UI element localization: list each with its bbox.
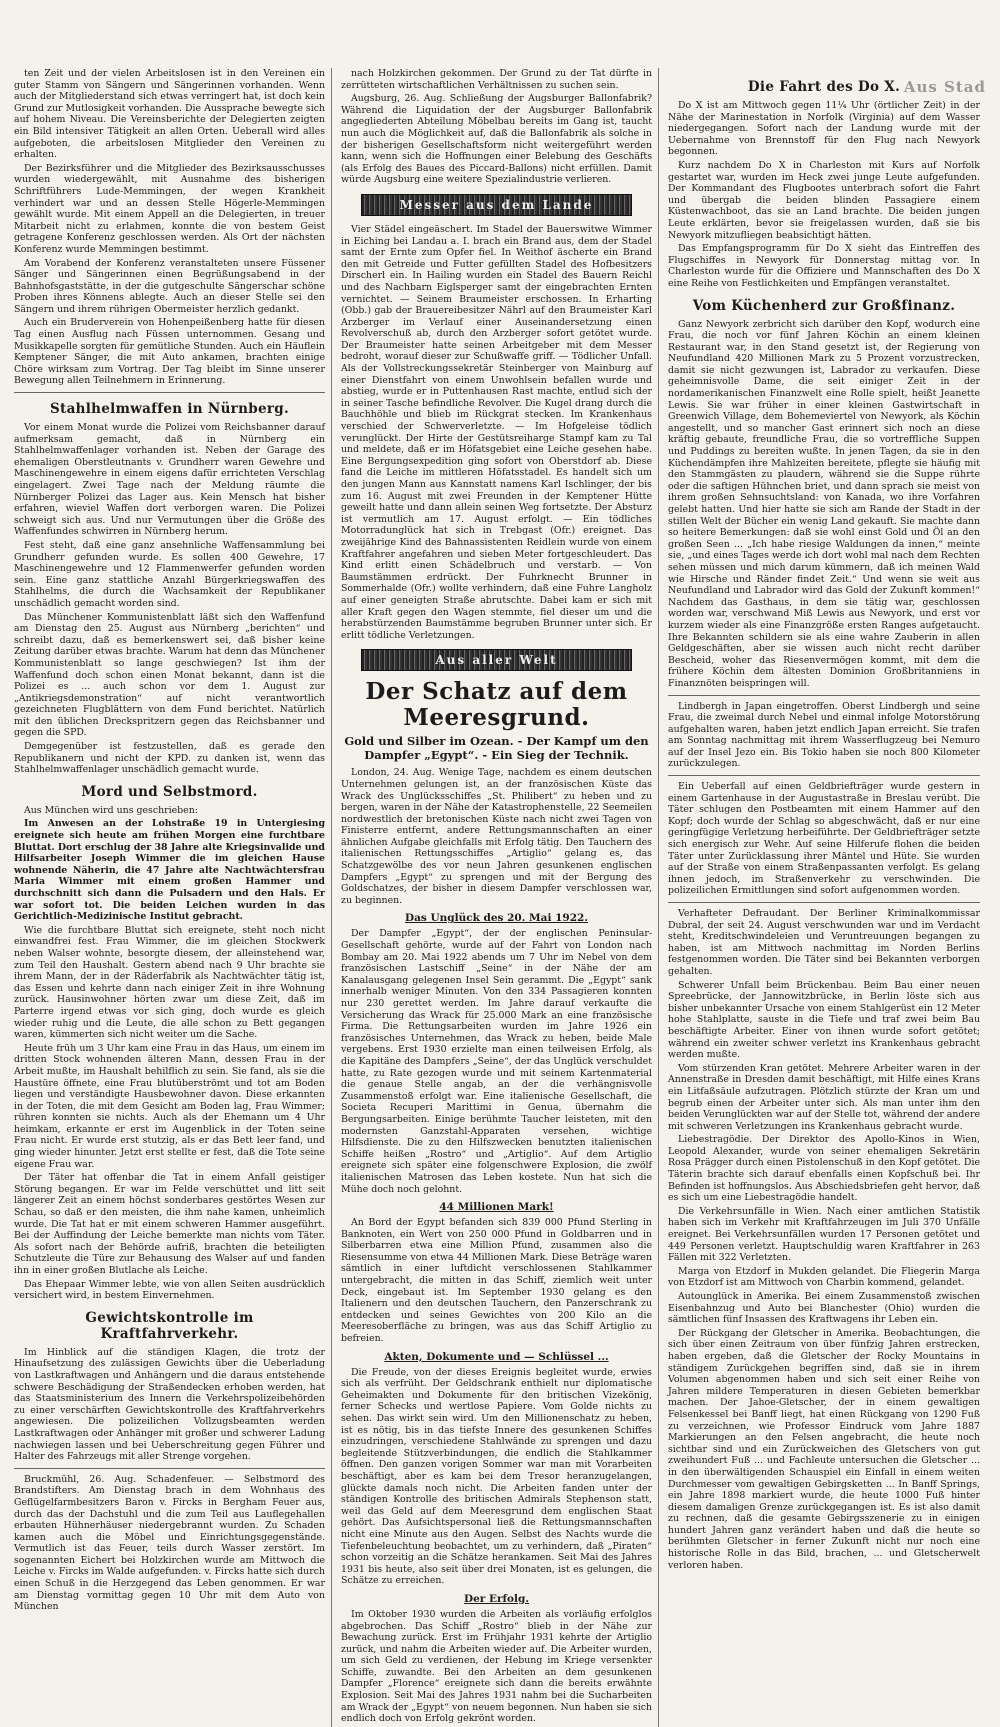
headline-mord: Mord und Selbstmord. [81, 783, 258, 800]
paragraph: London, 24. Aug. Wenige Tage, nachdem es einem deutschen Unternehmen gelungen ist, an der französischen Küste das Wrack des Unglücksschiffes „St. Philibert“ zu heben und zu bergen, waren in der Nähe der Katastrophenstelle, 22 Seemeilen nordwestlich der bretonischen Küste nach nicht zwei Tagen von Finisterre entfernt, andere Rettungsmannschaften an einer ähnlichen Aufgabe gleichfalls mit Erfolg tätig. Den Tauchern des italienischen Rettungsschiffes „Artiglio“ gelang es, das Schatzgewölbe des vor neun Jahren gesunkenen englischen Dampfers „Egypt“ zu sprengen und mit der Bergung des Goldschatzes, der bisher in diesem Dampfer verschlossen war, zu beginnen. [341, 767, 652, 906]
paragraph: Der Rückgang der Gletscher in Amerika. Beobachtungen, die sich über einen Zeitraum von über fünfzig Jahren erstrecken, haben ergeben, daß die Gletscher der Rocky Mountains in ständigem Zurückgehen begriffen sind, daß sie in ihrem Volumen abgenommen haben und sich seit einer Reihe von Jahren mildere Temperaturen in diesen Gebieten bemerkbar machen. Der Jahoe-Gletscher, der in einem gewaltigen Felsenkessel bei Banff liegt, hat einen Rückgang von 1290 Fuß zu verzeichnen, wie Professor Eindruck vom Jahre 1887 Markierungen an den Felsen angebracht, die heute noch sichtbar sind und ein Zurückweichen des Gletschers von gut zweihundert Fuß ... und Fachleute untersuchen die Gletscher ... in den überwältigenden Schauspiel ein Einfall in einem weiten Durchmesser vom gewaltigen Gebirgsketten ... In Banff Springs, ein Jahre 1898 markiert wurde, die heute 1000 Fuß hinter diesem damaligen Grenze zurückgegangen ist. Es ist also damit zu rechnen, daß die gesamte Gebirgsszenerie zu in einigen hundert Jahren ganz verändert haben und daß die heute so berühmten Gletscher in ferner Zukunft nicht nur noch eine historische Rolle in das Bild, brachen, ... und Gletscherwelt verloren haben. [668, 1327, 980, 1571]
column-grid [14, 68, 986, 1725]
paragraph: nach Holzkirchen gekommen. Der Grund zu der Tat dürfte in zerrütteten wirtschaftlichen Verhältnissen zu suchen sein. [341, 68, 652, 91]
paragraph: Das Empfangsprogramm für Do X sieht das Eintreffen des Flugschiffes in Newyork für Donnerstag mittag vor. In Charleston wurde für die Offiziere und Mannschaften des Do X eine Reihe von Festlichkeiten und Empfängen veranstaltet. [668, 243, 980, 289]
paragraph: Der Täter hat offenbar die Tat in einem Anfall geistiger Störung begangen. Er war im Felde verschüttet und litt seit längerer Zeit an einem höchst sonderbares gestörtes Wesen zur Schau, so daß er den meisten, die ihm nahe kamen, unheimlich wurde. Die Tat hat er mit einem schweren Hammer ausgeführt. Bei der Auffindung der Leiche bemerkte man nichts vom Täter. Als sofort nach der Behörde aufriß, brachten die beteiligten Schutzleute die Türe zur Behausung des Walser auf und fanden ihn in einer großen Blutlache als Leiche. [14, 1172, 325, 1276]
section-banner-aus-aller-welt: Aus aller Welt [361, 649, 632, 671]
paragraph: Marga von Etzdorf in Mukden gelandet. Die Fliegerin Marga von Etzdorf ist am Mittwoch von Charbin kommend, gelandet. [668, 1265, 980, 1289]
headline-gewichtskontrolle: Gewichtskontrolle im Kraftfahrverkehr. [85, 1309, 254, 1342]
corner-fragment-text: Aus Stad [903, 78, 986, 96]
subhead-erfolg: Der Erfolg. [463, 1592, 529, 1605]
paragraph: Der Bezirksführer und die Mitglieder des Bezirksausschusses wurden wiedergewählt, mit Ausnahme des bisherigen Schriftführers Lude-Memmingen, der wegen Krankheit verhindert war und an dessen Stelle Högerle-Memmingen gewählt wurde. Mit einem Appell an die Delegierten, in treuer Mitarbeit nicht zu erlahmen, konnte die von bestem Geist getragene Konferenz geschlossen werden. Als Ort der nächsten Konferenz wurde Memmingen bestimmt. [14, 162, 325, 255]
headline-schatz: Der Schatz auf dem Meeresgrund. [365, 678, 628, 732]
paragraph: Do X ist am Mittwoch gegen 11¼ Uhr (örtlicher Zeit) in der Nähe der Marinestation in Norfolk (Virginia) auf dem Wasser niedergegangen. Sofort nach der Landung wurde mit der Uebernahme von Brennstoff für den Flug nach Newyork begonnen. [668, 100, 980, 158]
headline-stahlhelm: Stahlhelmwaffen in Nürnberg. [50, 401, 289, 418]
subhead-akten: Akten, Dokumente und — Schlüssel ... [384, 1350, 609, 1363]
paragraph: Im Anwesen an der Lohstraße 19 in Untergiesing ereignete sich heute am frühen Morgen eine furchtbare Bluttat. Dort erschlug der 38 Jahre alte Kriegsinvalide und Hilfsarbeiter Joseph Wimmer die im gleichen Hause wohnende Näherin, die 47 Jahre alte Nachtwächtersfrau Maria Wimmer mit einem großen Hammer und durchschnitt sich dann die Pulsadern und den Hals. Er war sofort tot. Die beiden Leichen wurden in das Gerichtlich-Medizinische Institut gebracht. [14, 818, 325, 923]
section-banner-messer: Messer aus dem Lande [361, 194, 632, 216]
paragraph: Vom stürzenden Kran getötet. Mehrere Arbeiter waren in der Annenstraße in Dresden damit beschäftigt, mit Hilfe eines Krans ein Litfaßsäule aufzutragen. Plötzlich stürzte der Kran um und begrub einen der Arbeiter unter sich. Als man unter ihm den beiden Verunglückten war auf der Stelle tot, während der andere mit schweren Verletzungen ins Krankenhaus gebracht wurde. [668, 1062, 980, 1132]
paragraph: Augsburg, 26. Aug. Schließung der Augsburger Ballonfabrik? Während die Liquidation der der Augsburger Ballonfabrik angegliederten Abteilung Möbelbau bereits im Gang ist, taucht nun auch die Möglichkeit auf, daß die Ballonfabrik als solche in der bisherigen Gesellschaftsform nicht weitergeführt werden kann, wenn sich die Hoffnungen einer Belebung des Geschäfts (als Erfolg des Baues des Piccard-Ballons) nicht erfüllen. Damit würde Augsburg eine weitere Spezialindustrie verlieren. [341, 93, 652, 186]
paragraph: Kurz nachdem Do X in Charleston mit Kurs auf Norfolk gestartet war, wurden im Heck zwei junge Leute aufgefunden. Der Kommandant des Flugbootes unterbrach sofort die Fahrt und übergab die beiden blinden Passagiere einem Küstenwachboot, das sie an Land brachte. Die beiden jungen Leute erklärten, bevor sie freigelassen wurden, daß sie bis Newyork mitzufliegen beabsichtigt hätten. [668, 159, 980, 241]
paragraph: ten Zeit und der vielen Arbeitslosen ist in den Vereinen ein guter Stamm von Sängern und Sängerinnen vorhanden. Wenn auch der Mitgliederstand sich etwas verringert hat, ist doch kein Grund zur Mutlosigkeit vorhanden. Die Aussprache bewegte sich auf hohem Niveau. Die Vereinsberichte der Delegierten zeigten ein Bild intensiver Tätigkeit an allen Orten. Ueberall wird alles aufgeboten, die arbeitslosen Mitglieder den Vereinen zu erhalten. [14, 68, 325, 161]
paragraph: Das Münchener Kommunistenblatt läßt sich den Waffenfund am Dienstag den 25. August aus Nürnberg „berichten“ und schreibt dazu, daß es bemerkenswert sei, daß bisher keine Zeitung darüber etwas brachte. Warum hat denn das Münchener Kommunistenblatt so lange geschwiegen? Ist ihm der Waffenfund doch schon einen Monat bekannt, dann ist die Polizei es ... auch schon vor dem 1. August zur „Antikriegsdemonstration“ auf nicht verantwortlich gezeichneten Flugblättern von dem Fund berichtet. Natürlich mit den üblichen Dreckspritzern gegen das Reichsbanner und gegen die SPD. [14, 611, 325, 739]
subheadline-schatz: Gold und Silber im Ozean. - Der Kampf um den Dampfer „Egypt“. - Ein Sieg der Technik. [344, 734, 649, 763]
paragraph: Autounglück in Amerika. Bei einem Zusammenstoß zwischen Eisenbahnzug und Auto bei Blanchester (Ohio) wurden die sämtlichen fünf Insassen des Kraftwagens ihr Leben ein. [668, 1291, 980, 1326]
paragraph: Ganz Newyork zerbricht sich darüber den Kopf, wodurch eine Frau, die noch vor fünf Jahren Köchin an einem kleinen Restaurant war, in den Stand gesetzt ist, der Regierung von Neufundland 420 Millionen Mark zu 5 Prozent vorzustrecken, damit sie nicht gezwungen ist, Labrador zu verkaufen. Diese geheimnisvolle Dame, die seit einiger Zeit in der nordamerikanischen Finanzwelt eine Rolle spielt, heißt Jeanette Lewis. Sie war früher in einer kleinen Gastwirtschaft in Greenwich Village, dem Bohemeviertel von Newyork, als Köchin angestellt, und so mancher Gast erinnert sich noch an diese kräftig gebaute, freundliche Frau, die so vortreffliche Suppen und Puddings zu bereiten wußte. In jenen Tagen, da sie in den Küchendämpfen ihre Mahlzeiten bereitete, pflegte sie häufig mit den Stammgästen zu plaudern, während sie die Suppe rührte oder die saftigen Hühnchen briet, und dann sprach sie meist von ihrem großen Sehnsuchtsland: von Kanada, wo ihre Vorfahren gelebt hatten. Und hier hatte sie sich am Rande der Stadt in der stillen Welt der Bücher ein wenig Land gekauft. Sie machte dann so heitere Bemerkungen: daß sie wohl einst Gold und Öl an den großen Seen ... „Ich habe riesige Waldungen da innen,“ meinte sie, „und eines Tages werde ich dort wohl mal nach dem Rechten sehen müssen und mich darum kümmern, daß ich meinen Wald wie Hirsche und Ränder findet Zeit.“ Und wenn sie weit aus Neufundland und Labrador wird das Gold der Zukunft kommen!“ Nachdem das Gasthaus, in dem sie tätig war, geschlossen worden war, verschwand Miß Lewis aus Newyork, und erst vor kurzem wieder als eine Finanzgröße ersten Ranges aufgetaucht. Ihre Bekannten schildern sie als eine wahre Zauberin in allen Geldgeschäften, aber sie wissen auch nicht recht darüber Bescheid, woher das Riesenvermögen kommt, mit dem die frühere Köchin dem ältesten Dominion Großbritanniens in Finanznöten beispringen will. [668, 318, 980, 689]
paragraph: Schwerer Unfall beim Brückenbau. Beim Bau einer neuen Spreebrücke, der Jannowitzbrücke, in Berlin löste sich aus bisher unbekannter Ursache von einem Stahlgerüst ein 12 Meter hohe Stahlplatte, sauste in die Tiefe und traf zwei beim Bau beschäftigte Arbeiter. Einer von ihnen wurde sofort getötet; während ein zweiter schwer verletzt ins Krankenhaus gebracht werden mußte. [668, 979, 980, 1061]
paragraph: Vier Städel eingeäschert. Im Stadel der Bauerswitwe Wimmer in Eiching bei Landau a. I. brach ein Brand aus, dem der Stadel samt der Ernte zum Opfer fiel. In Weithof äscherte ein Brand den mit Getreide und Futter gefüllten Stadel des Hofbesitzers Dirscherl ein. In Hailing wurden ein Stadel des Bauern Reichl und des Nachbarn Eiglsperger samt der eingebrachten Ernten vernichtet. — Seinem Braumeister erschossen. In Erharting (Obb.) gab der Brauereibesitzer Nährl auf den Braumeister Karl Arzberger im Verlauf einer Auseinandersetzung einen Revolverschuß ab, durch den Arzberger sofort getötet wurde. Der Braumeister hatte seinen Arbeitgeber mit dem Messer bedroht, worauf dieser zur Schußwaffe griff. — Tödlicher Unfall. Als der Vollstreckungssekretär Steinberger von Mainburg auf einer Dienstfahrt von einem Unwohlsein befallen wurde und abstieg, wurde er in Puttenhausen Rast machte, entlud sich der in seiner Tasche befindliche Revolver. Die Kugel drang durch die Bauchhöhle und blieb im Rückgrat stecken. Im Krankenhaus verschied der Schwerverletzte. — Im Hofgeleise tödlich verunglückt. Der Hirte der Gestütsreiharge Stampf kam zu Tal und meldete, daß er im Höfatsgebiet eine Leiche gesehen habe. Eine Bergungsexpedition ging sofort von Oberstdorf ab. Diese fand die Leiche im mittleren Höfatsstadel. Es handelt sich um den jungen Mann aus Kannstatt namens Karl Ischlinger, der bis zum 16. August mit zwei Freunden in der Kemptener Hütte geweilt hatte und dann allein seinen Weg fortsetzte. Der Absturz ist vermutlich am 17. August erfolgt. — Ein tödliches Motorradunglück hat sich in Trebgast (Ofr.) ereignet. Das zweijährige Kind des Bahnassistenten Reidlein wurde von einem Kraftfahrer angefahren und sieben Meter fortgeschleudert. Das Kind erlitt einen Schädelbruch und verstarb. — Von Baumstämmen erdrückt. Der Fuhrknecht Brunner in Sommerhalde (Ofr.) wollte verhindern, daß eine Fuhre Langholz auf einer geneigten Straße abrutschte. Dabei kam er sich mit aller Kraft gegen den Wagen stemmte, fiel dieser um und die herabstürzenden Baumstämme begruben Brunner unter sich. Er erlitt tödliche Verletzungen. [341, 223, 652, 641]
paragraph: Im Hinblick auf die ständigen Klagen, die trotz der Hinaufsetzung des zulässigen Gewichts über die Ueberladung von Lastkraftwagen und Anhängern und die daraus entstehende schwere Beschädigung der Straßendecken erhoben werden, hat das Staatsministerium des Innern die Verkehrspolizeibehörden zu einer verschärften Gewichtskontrolle des Kraftfahrverkehrs angewiesen. Die polizeilichen Vollzugsbeamten werden Lastkraftwagen oder Anhänger mit großer und schwerer Ladung nachwiegen lassen und bei Ueberschreitung gegen Führer und Halter des Fahrzeugs mit aller Strenge vorgehen. [14, 1346, 325, 1463]
paragraph: Die Freude, von der dieses Ereignis begleitet wurde, erwies sich als verfrüht. Der Geldschrank enthielt nur diplomatische Geheimakten und Dokumente für den britischen Vizekönig, ferner Schecks und wertlose Papiere. Vom Golde nichts zu sehen. Das wirkt sein wird. Um den Millionenschatz zu heben, ist es nötig, bis in das tiefste Innere des gesunkenen Schiffes einzudringen, verschiedene Stahlwände zu sprengen und dazu begleitende Stützverbindungen, die endlich die Stahlkammer öffnen. Den ganzen vorigen Sommer war man mit Vorarbeiten beschäftigt, aber es kam bei dem Tresor heranzugelangen, glückte damals noch nicht. Die Arbeiten fanden unter der ständigen Kontrolle des britischen Admirals Stephenson statt, weil das Geld auf dem Meeresgrund dem englischen Staat gehört. Das Aufsichtspersonal ließ die Rettungsmannschaften nicht eine Minute aus den Augen. Selbst des Nachts wurde die Tiefenbeleuchtung beobachtet, um zu verhindern, daß „Piraten“ schon vorzeitig an die Schätze herankamen. Seit Mai des Jahres 1931 bis heute, also seit über drei Monaten, ist es gelungen, die Schätze zu erreichen. [341, 1366, 652, 1587]
divider [668, 902, 980, 903]
column-2 [341, 68, 659, 1727]
paragraph: Vor einem Monat wurde die Polizei vom Reichsbanner darauf aufmerksam gemacht, daß in Nürnberg ein Stahlhelmwaffenlager vorhanden ist. Neben der Garage des ehemaligen Oberstleutnants v. Grundherr waren Gewehre und Maschinengewehre in einem eigens dafür errichteten Verschlag eingelagert. Zwei Tage nach der Meldung räumte die Nürnberger Polizei das Lager aus. Kein Mensch hat bisher erfahren, wieviel Waffen dort verborgen waren. Die Polizei schweigt sich aus. Und nur Vermutungen über die Größe des Waffenfundes schwirren in Nürnberg herum. [14, 422, 325, 538]
divider [14, 1468, 325, 1469]
paragraph: Verhafteter Defraudant. Der Berliner Kriminalkommissar Dubral, der seit 24. August verschwunden war und im Verdacht steht, Kreditschwindeleien und Veruntreuungen begangen zu haben, ist am Mittwoch nachmittag im Norden Berlins festgenommen worden. Die Täter sind bei Bekannten verborgen gehalten. [668, 908, 980, 977]
paragraph: Aus München wird uns geschrieben: [24, 804, 198, 816]
paragraph: Fest steht, daß eine ganz ansehnliche Waffensammlung bei Grundherr gefunden wurde. Es sollen 400 Gewehre, 17 Maschinengewehre und 12 Flammenwerfer gefunden worden sein. Eine ganz stattliche Anzahl Bürgerkriegswaffen des Stahlhelms, die durch die Wachsamkeit der Republikaner unschädlich gemacht worden sind. [14, 539, 325, 609]
divider [668, 695, 980, 696]
paragraph: Wie die furchtbare Bluttat sich ereignete, steht noch nicht einwandfrei fest. Frau Wimmer, die im gleichen Stockwerk neben Walser wohnte, besorgte diesem, der alleinstehend war, zum Teil den Haushalt. Gestern abend nach 9 Uhr brachte sie ihrem Mann, der in der Räderfabrik als Nachtwächter tätig ist, das Essen und kehrte dann nach einiger Zeit in ihre Wohnung zurück. Hausinwohner hörten zwar um diese Zeit, daß im Parterre irgend etwas vor sich ging, doch wurde es gleich wieder ruhig und die Leute, die alle schon zu Bett gegangen waren, kümmerten sich nicht weiter um die Sache. [14, 924, 325, 1041]
paragraph: Das Ehepaar Wimmer lebte, wie von allen Seiten ausdrücklich versichert wird, in bestem Einvernehmen. [14, 1278, 325, 1302]
paragraph: Im Oktober 1930 wurden die Arbeiten als vorläufig erfolglos abgebrochen. Das Schiff „Rostro“ blieb in der Nähe zur Bewachung zurück. Erst im Frühjahr 1931 kehrte der Artiglio zurück, und nahm die Arbeiten wieder auf. Die Arbeiter wurden, um sich Geld zu verdienen, der Hebung im Kriege versenkter Schiffe, zuwandte. Bei den Arbeiten an dem gesunkenen Dampfer „Florence“ ereignete sich dann die bereits erwähnte Explosion. Seit Mai des Jahres 1931 nahm bei die Sucharbeiten am Wrack der „Egypt“ von neuem begonnen. Nun haben sie sich endlich doch von Erfolg gekrönt worden. [341, 1608, 652, 1725]
column-3 [668, 68, 986, 1727]
column-1 [14, 68, 332, 1727]
divider [14, 392, 325, 393]
paragraph: Demgegenüber ist festzustellen, daß es gerade den Republikanern und nicht der KPD. zu danken ist, wenn das Stahlhelmwaffenlager unschädlich gemacht wurde. [14, 741, 325, 776]
headline-kuechenherd: Vom Küchenherd zur Großfinanz. [692, 297, 956, 314]
paragraph: Die Verkehrsunfälle in Wien. Nach einer amtlichen Statistik haben sich im Verkehr mit Kraftfahrzeugen im Juli 370 Unfälle ereignet. Bei Verkehrsunfällen wurden 17 Personen getötet und 449 Personen verletzt. Hauptschuldig waren Kraftfahrer in 263 Fällen mit 322 Verletzten. [668, 1205, 980, 1264]
paragraph: Heute früh um 3 Uhr kam eine Frau in das Haus, um einem im dritten Stock wohnenden älteren Mann, dessen Frau in der Arbeit mußte, im Haushalt behilflich zu sein. Sie fand, als sie die Haustüre öffnete, eine Frau blutüberströmt und tot am Boden liegen und verständigte Hausbewohner davon. Diese erkannten in der Toten, die mit dem Gesicht am Boden lag, Frau Wimmer; rühren konnten sie nichts. Auch als der Ehemann um 4 Uhr heimkam, erkannte er erst im Augenblick in der Toten seine Frau nicht. Er wurde erst stutzig, als er das Bett leer fand, und ging wieder hinunter. Jetzt erst stellte er fest, daß die Tote seine eigene Frau war. [14, 1042, 325, 1170]
paragraph-bruckmuehl: Bruckmühl, 26. Aug. Schadenfeuer. — Selbstmord des Brandstifters. Am Dienstag brach in dem Wohnhaus des Geflügelfarmbesitzers Baron v. Fircks in Bergham Feuer aus, durch das der Dachstuhl und die zum Teil aus Lauflegehallen erbauten Hühnerhäuser niedergebrannt wurden. Zu Schaden kamen auch die Möbel und Einrichtungsgegenstände. Vermutlich ist das Feuer, teils durch Wasser zerstört. Im sogenannten Eichert bei Holzkirchen wurde am Mittwoch die Leiche v. Fircks im Walde aufgefunden. v. Fircks hatte sich durch einen Schuß in die Herzgegend das Leben genommen. Er war am Dienstag vormittag gegen 10 Uhr mit dem Auto von München [14, 1473, 325, 1613]
paragraph: Liebestragödie. Der Direktor des Apollo-Kinos in Wien, Leopold Alexander, wurde von seiner ehemaligen Sekretärin Rosa Prägger durch einen Pistolenschuß in den Kopf getötet. Die Täterin brachte sich darauf ebenfalls einen Kopfschuß bei. Ihr Befinden ist hoffnungslos. Aus Abschiedsbriefen geht hervor, daß es sich um eine Liebestragödie handelt. [668, 1134, 980, 1204]
headline-do-x: Die Fahrt des Do X. [747, 79, 901, 95]
paragraph: Am Vorabend der Konferenz veranstalteten unsere Füssener Sänger und Sängerinnen einen Begrüßungsabend in der Bahnhofsgaststätte, in der die gutgeschulte Sängerschar schöne Proben ihres Könnens ablegte. Auch an dieser Stelle sei den Sängern und ihrem rührigen Obermeister herzlich gedankt. [14, 257, 325, 315]
paragraph: Auch ein Bruderverein von Hohenpeißenberg hatte für diesen Tag einen Ausflug nach Füssen unternommen. Gesang und Musikkapelle sorgten für gemütliche Stunden. Auch ein Häuflein Kemptener Sänger, die mit Auto ankamen, brachten einige Chöre wirksam zum Vortrag. Der Tag bleibt im Sinne unserer Bewegung allen Teilnehmern in Erinnerung. [14, 317, 325, 387]
paragraph: Der Dampfer „Egypt“, der der englischen Peninsular-Gesellschaft gehörte, wurde auf der Fahrt von London nach Bombay am 20. Mai 1922 abends um 7 Uhr im Nebel von dem französischen Lastschiff „Seine“ in der Nähe der am Kanalausgang gelegenen Insel Sein gerammt. Die „Egypt“ sank innerhalb weniger Minuten. Von den 334 Passagieren konnten nur 230 gerettet werden. Im Jahre darauf verkaufte die Versicherung das Wrack für 25.000 Mark an eine französische Firma. Die Rettungsarbeiten wurden im Jahre 1926 ein französisches Unternehmen, das Wrack zu heben, beide Male vergebens. Erst 1930 erzielte man einen teilweisen Erfolg, als die Kapitäne des Dampfers „Seine“, der das Unglück verschuldet hatte, zu Rate gezogen wurde und mit seinem Kartenmaterial die genaue Stelle angab, an der die verhängnisvolle Zusammenstoß erfolgt war. Eine italienische Gesellschaft, die Societa Recuperi Marittimi in Genua, übernahm die Bergungsarbeiten. Einige berühmte Taucher leisteten, mit den modernsten Ganzstahl-Apparaten versehen, wichtige Hilfsdienste. Die zu den Hilfszwecken benutzten italienischen Schiffe heißen „Rostro“ und „Artiglio“. Auf dem Artiglio ereignete sich später eine folgenschwere Explosion, die zwölf italienischen Matrosen das Leben kostete. Nun hat sich die Mühe doch noch gelohnt. [341, 928, 652, 1195]
subhead-millionen: 44 Millionen Mark! [439, 1201, 554, 1214]
divider [668, 775, 980, 776]
paragraph: Lindbergh in Japan eingetroffen. Oberst Lindbergh und seine Frau, die zweimal durch Nebel und einmal infolge Motorstörung aufgehalten waren, haben jetzt endlich Japan erreicht. Sie trafen am Sonntag nachmittag mit ihrem Wasserflugzeug bei Nemuro auf der Insel Jezo ein. Bis Tokio haben sie noch 800 Kilometer zurückzulegen. [668, 700, 980, 770]
subhead-unglueck: Das Unglück des 20. Mai 1922. [404, 912, 589, 925]
paragraph: An Bord der Egypt befanden sich 839 000 Pfund Sterling in Banknoten, ein Wert von 250 000 Pfund in Goldbarren und in Silberbarren etwa eine Million Pfund, zusammen also die Riesensumme von etwa 44 Millionen Mark. Diese Beträge waren sämtlich in einer luftdicht verschlossenen Stahlkammer untergebracht, die mitten in das Schiff, ziemlich weit unter Deck, eingebaut ist. Im September 1930 gelang es den Italienern und den deutschen Tauchern, den Panzerschrank zu entdecken und seines Gewichtes von 200 Kilo an die Meeresoberfläche zu bringen, was aus das Schiff Artiglio zu befreien. [341, 1217, 652, 1345]
paragraph: Ein Ueberfall auf einen Geldbriefträger wurde gestern in einem Gartenhause in der Augustastraße in Breslau verübt. Die Täter schlugen den Postbeamten mit einem Hammer auf den Kopf; doch wurde der Schlag so abgeschwächt, daß er nur eine geringfügige Verletzung herbeiführte. Der Geldbriefträger setzte sich energisch zur Wehr. Auf seine Hilferufe flohen die beiden Täter unter Zurücklassung ihrer Mäntel und Hüte. Sie wurden auf der Straße von einem Straßenpassanten verfolgt. Es gelang ihnen jedoch, im Straßenverkehr zu verschwinden. Die polizeilichen Ermittlungen sind sofort aufgenommen worden. [668, 781, 980, 897]
